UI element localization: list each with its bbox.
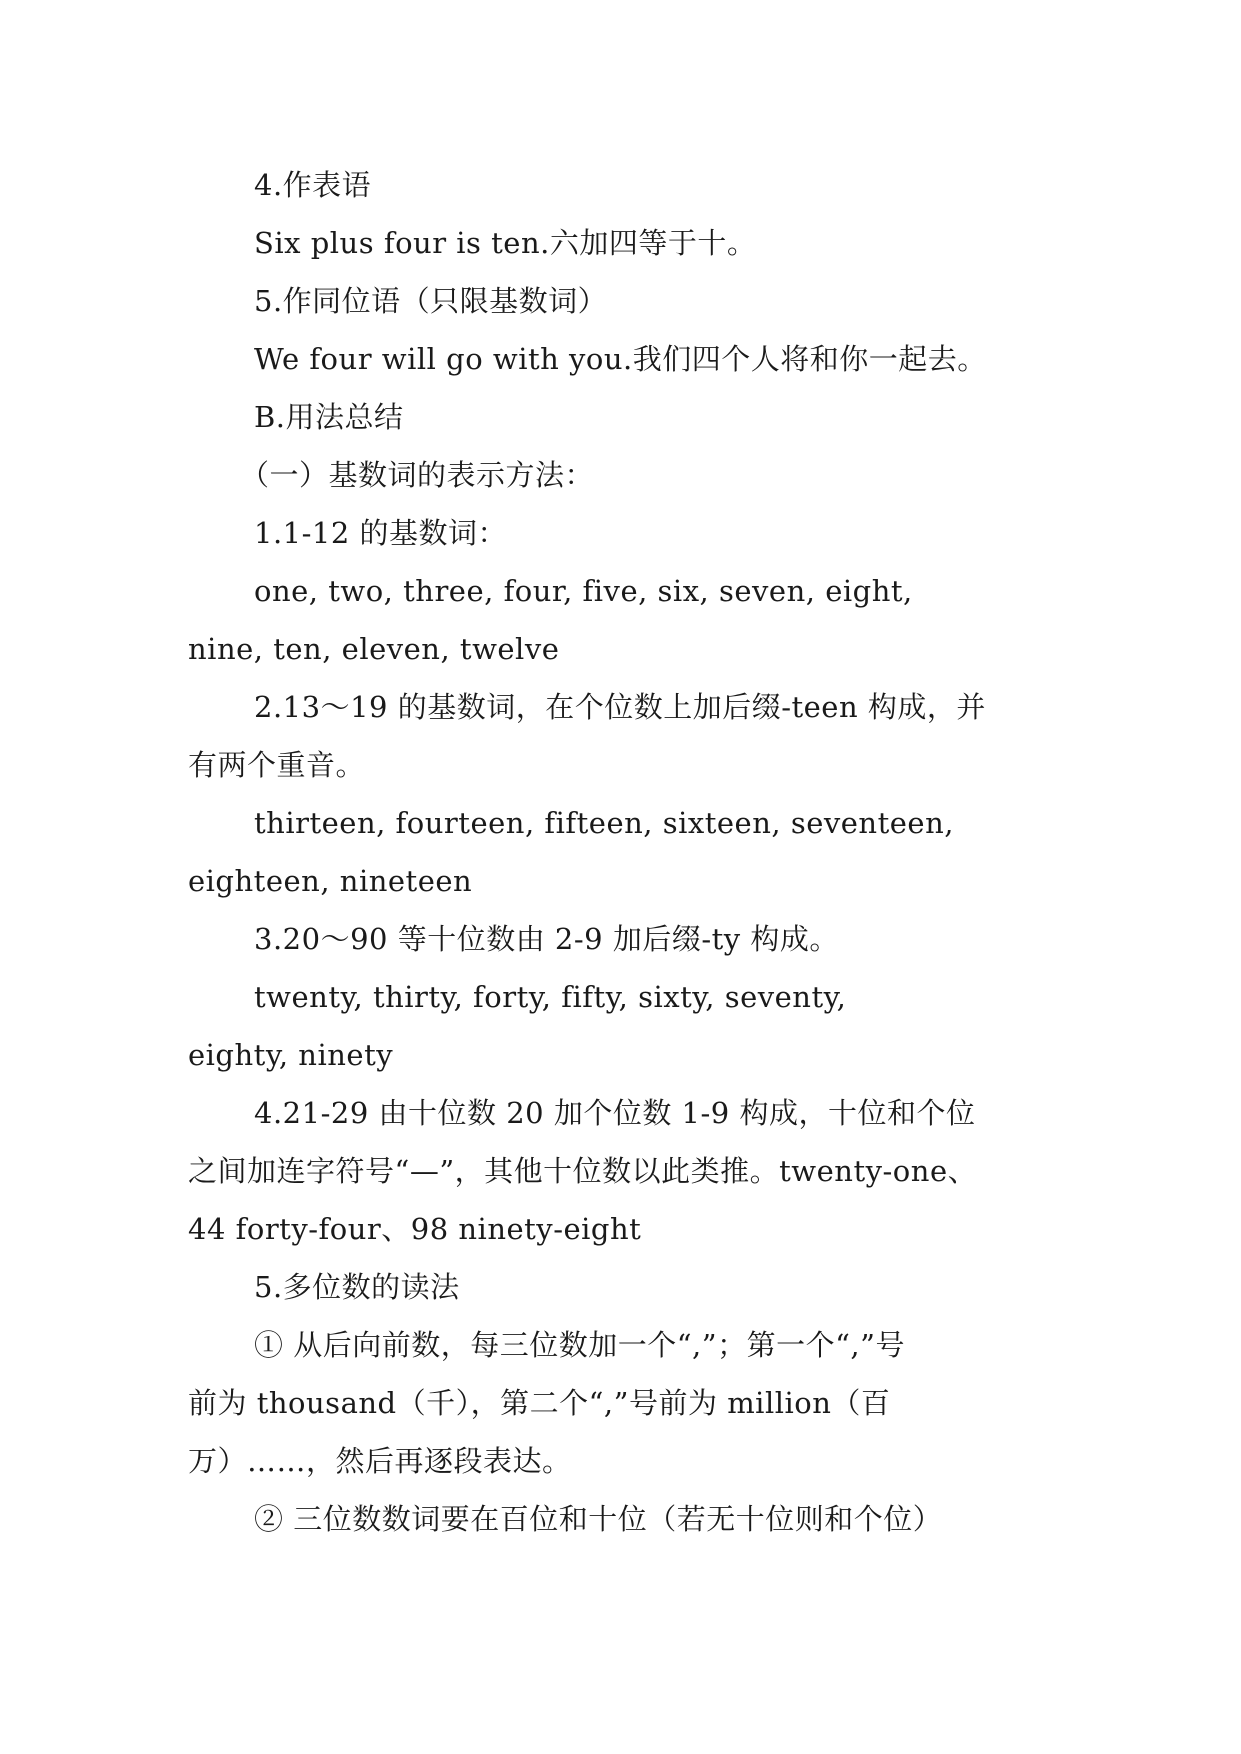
paragraph-line: 44 forty-four、98 ninety-eight bbox=[188, 1212, 642, 1246]
section-heading: B.用法总结 bbox=[254, 400, 404, 434]
heading-appositive: 5.作同位语（只限基数词） bbox=[254, 284, 608, 318]
paragraph-line: eighty, ninety bbox=[188, 1038, 394, 1072]
paragraph-line: thirteen, fourteen, fifteen, sixteen, seventeen, bbox=[254, 806, 954, 840]
list-item-heading: 1.1-12 的基数词： bbox=[254, 516, 508, 550]
example-sentence: Six plus four is ten.六加四等于十。 bbox=[254, 226, 757, 260]
paragraph-line: 有两个重音。 bbox=[188, 748, 366, 782]
list-item-heading: 5.多位数的读法 bbox=[254, 1270, 460, 1304]
paragraph-line: twenty, thirty, forty, fifty, sixty, seventy, bbox=[254, 980, 847, 1014]
paragraph-line: 前为 thousand（千），第二个“,”号前为 million（百 bbox=[188, 1386, 891, 1420]
paragraph-line: ② 三位数数词要在百位和十位（若无十位则和个位） bbox=[254, 1502, 943, 1536]
paragraph-line: eighteen, nineteen bbox=[188, 864, 473, 898]
heading-predicative: 4.作表语 bbox=[254, 168, 372, 202]
example-sentence: We four will go with you.我们四个人将和你一起去。 bbox=[254, 342, 987, 376]
paragraph-line: 之间加连字符号“—”，其他十位数以此类推。twenty-one、 bbox=[188, 1154, 978, 1188]
list-item-heading: 3.20～90 等十位数由 2-9 加后缀-ty 构成。 bbox=[254, 922, 839, 956]
paragraph-line: ① 从后向前数，每三位数加一个“,”；第一个“,”号 bbox=[254, 1328, 905, 1362]
list-item-heading: 2.13～19 的基数词，在个位数上加后缀-teen 构成，并 bbox=[254, 690, 986, 724]
subsection-heading: （一）基数词的表示方法： bbox=[240, 458, 595, 492]
paragraph-line: one, two, three, four, five, six, seven, eight, bbox=[254, 574, 913, 608]
paragraph-line: 万）……，然后再逐段表达。 bbox=[188, 1444, 572, 1478]
list-item-heading: 4.21-29 由十位数 20 加个位数 1-9 构成，十位和个位 bbox=[254, 1096, 976, 1130]
paragraph-line: nine, ten, eleven, twelve bbox=[188, 632, 560, 666]
